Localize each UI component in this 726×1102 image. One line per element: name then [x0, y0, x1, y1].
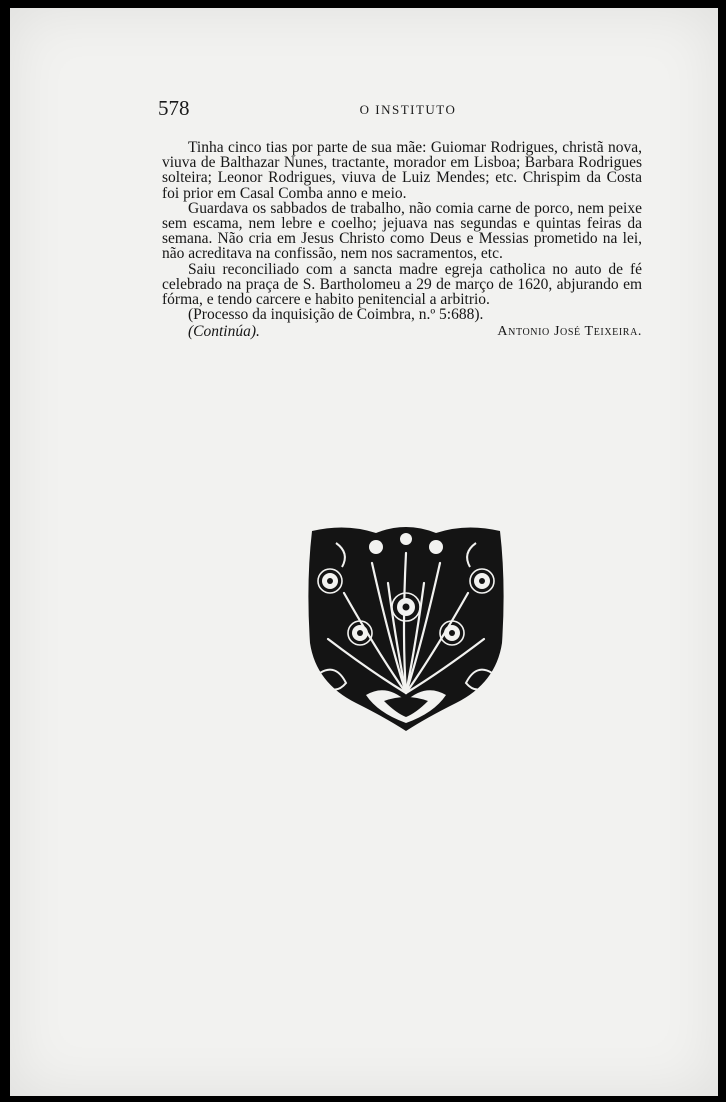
paragraph-sentence: Saiu reconciliado com a sancta madre egreja catholica no auto de fé celebrado na praça de S. Bartholomeu a 29 de março de 1620, abjurando em fórma, e tendo carcere e habito penitencial a arbitrio.: [162, 260, 642, 309]
body-text: [162, 140, 642, 340]
document-page: [10, 8, 718, 1096]
author-signature: Antonio José Teixeira.: [497, 324, 642, 340]
paragraph-aunts: Tinha cinco tias por parte de sua mãe: Guiomar Rodrigues, christã nova, viuva de Balthazar Nunes, tractante, morador em Lisboa; Barbara Rodrigues solteira; Leonor Rodrigues, viuva de Luiz Mendes; etc. Chrispim da Costa foi prior em Casal Comba anno e meio.: [162, 139, 642, 202]
signature-line: [162, 324, 642, 339]
page-header: [158, 96, 638, 122]
paragraph-practices: Guardava os sabbados de trabalho, não comia carne de porco, nem peixe sem escama, nem lebre e coelho; jejuava nas segundas e quintas feiras da semana. Não cria em Jesus Christo como Deus e Messias prometido na lei, não acreditava na confissão, nem nos sacramentos, etc.: [162, 199, 642, 263]
floral-vignette-icon: [306, 523, 506, 733]
running-title: O INSTITUTO: [359, 102, 457, 117]
continua-note: (Continúa).: [188, 323, 260, 341]
page-number: 578: [158, 96, 190, 120]
source-citation: (Processo da inquisição de Coimbra, n.º 5:688).: [188, 306, 484, 324]
